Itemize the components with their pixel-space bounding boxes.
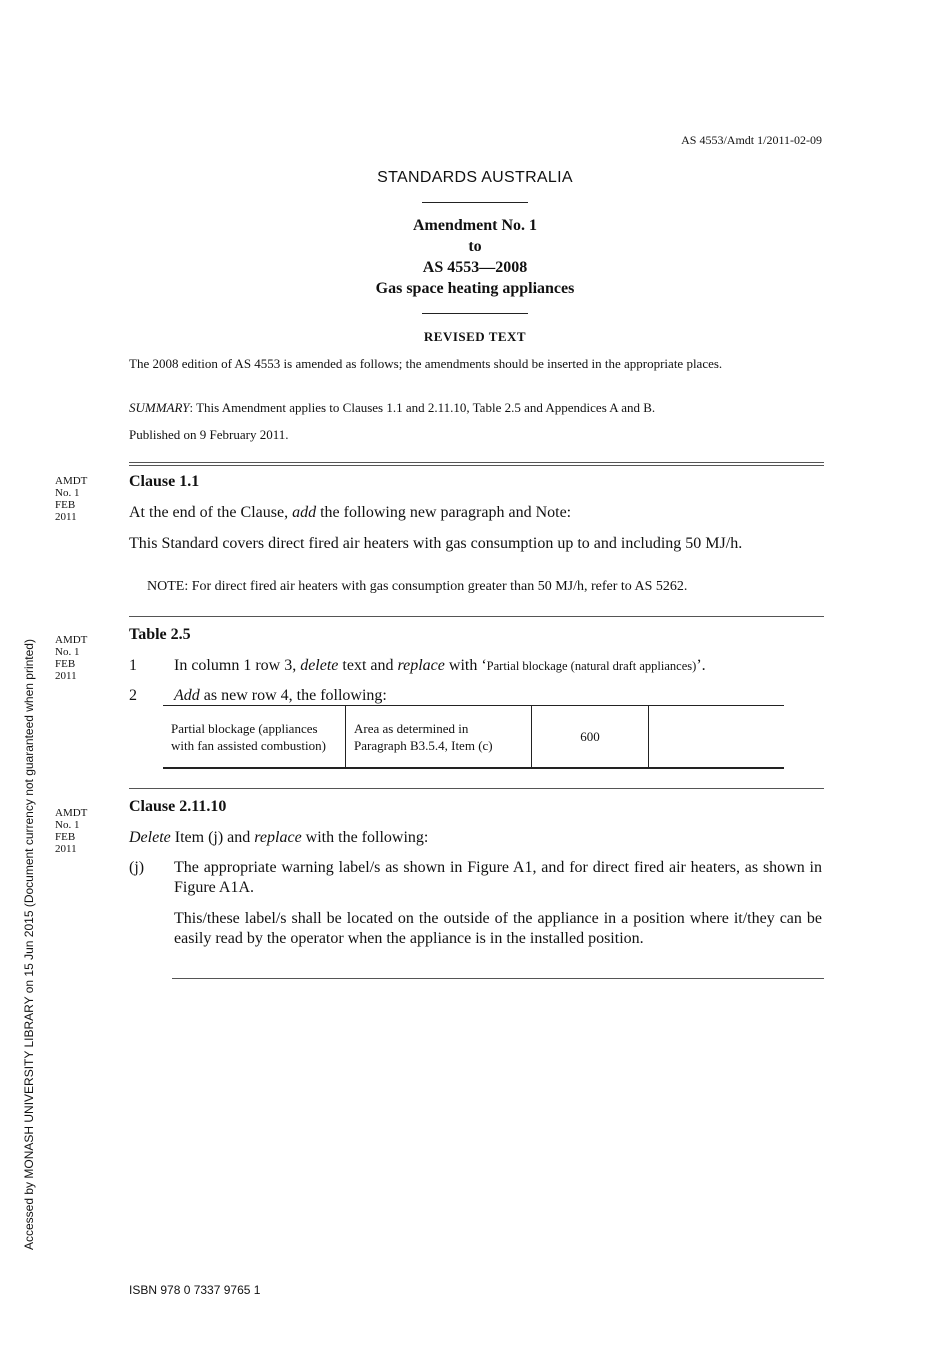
clause-1-1-instruction: [129, 503, 571, 523]
amdt-line: FEB: [55, 658, 76, 670]
published-date: Published on 9 February 2011.: [129, 427, 289, 442]
instruction-emphasis: Delete: [129, 829, 171, 846]
clause-1-1-note: NOTE: For direct fired air heaters with gas consumption greater than 50 MJ/h, refer to AS 5262.: [147, 579, 688, 594]
item-j-location-text: This/these label/s shall be located on the outside of the appliance in a position where it/they can be easily read by the operator when the appliance is in the installed position.: [174, 910, 822, 947]
title-to: to: [468, 238, 482, 255]
item-text: as new row 4, the following:: [199, 687, 387, 704]
clause-2-11-10-heading: Clause 2.11.10: [129, 798, 227, 815]
item-emphasis: delete: [300, 657, 339, 674]
new-table-row: [163, 705, 784, 769]
amdt-line: No. 1: [55, 646, 80, 658]
instruction-emphasis: replace: [254, 829, 302, 846]
summary-text: : This Amendment applies to Clauses 1.1 and 2.11.10, Table 2.5 and Appendices A and B.: [189, 400, 656, 415]
revised-text-label: REVISED TEXT: [423, 329, 527, 344]
item-emphasis: replace: [397, 657, 445, 674]
amdt-line: No. 1: [55, 819, 80, 831]
item-emphasis: Add: [174, 687, 200, 704]
instruction-text: Item (j) and: [170, 829, 255, 846]
double-rule-top: [129, 462, 824, 463]
amdt-line: 2011: [55, 843, 77, 855]
clause-1-1-paragraph: This Standard covers direct fired air heaters with gas consumption up to and including 50 MJ/h.: [129, 535, 743, 552]
instruction-emphasis: add: [292, 504, 317, 521]
summary: [129, 399, 822, 416]
amendment-title: Amendment No. 1: [413, 217, 537, 234]
standard-title: Gas space heating appliances: [375, 280, 575, 297]
amdt-line: No. 1: [55, 487, 80, 499]
amdt-line: 2011: [55, 511, 77, 523]
table-row: [163, 706, 784, 769]
divider: [422, 313, 528, 314]
amdt-line: AMDT: [55, 475, 88, 487]
organization-name: STANDARDS AUSTRALIA: [377, 169, 573, 186]
table-cell: 600: [532, 706, 649, 769]
table-item-1: [174, 656, 706, 676]
item-text: text and: [338, 657, 398, 674]
item-label: (j): [129, 859, 145, 876]
clause-1-1-heading: Clause 1.1: [129, 473, 200, 490]
access-watermark: Accessed by MONASH UNIVERSITY LIBRARY on 15 Jun 2015 (Document currency not guaranteed when printed): [22, 639, 36, 1250]
instruction-text: At the end of the Clause,: [129, 504, 293, 521]
table-cell: [649, 706, 785, 769]
item-j-text: The appropriate warning label/s as shown in Figure A1, and for direct fired air heaters, as shown in Figure A1A.: [174, 859, 822, 896]
isbn: ISBN 978 0 7337 9765 1: [129, 1283, 261, 1297]
item-number: 2: [129, 687, 137, 704]
section-rule: [129, 616, 824, 617]
document-reference: AS 4553/Amdt 1/2011-02-09: [681, 133, 822, 147]
summary-label: SUMMARY: [129, 400, 190, 415]
double-rule-bottom: [129, 465, 824, 466]
item-text: In column 1 row 3,: [174, 657, 301, 674]
clause-2-11-10-instruction: [129, 828, 428, 848]
amdt-line: FEB: [55, 499, 76, 511]
item-text: with ‘: [444, 657, 487, 674]
section-rule: [129, 788, 824, 789]
edition-note: The 2008 edition of AS 4553 is amended as follows; the amendments should be inserted in the appropriate places.: [129, 356, 723, 371]
amdt-line: AMDT: [55, 634, 88, 646]
item-text: ’.: [696, 657, 706, 674]
end-rule: [172, 978, 824, 979]
replacement-text: Partial blockage (natural draft appliances): [486, 659, 697, 673]
table-2-5-heading: Table 2.5: [129, 626, 191, 643]
table-cell: Partial blockage (appliances with fan assisted combustion): [163, 706, 346, 769]
amendment-marker: [55, 475, 105, 523]
amdt-line: 2011: [55, 670, 77, 682]
amdt-line: FEB: [55, 831, 76, 843]
amendment-marker: [55, 807, 105, 855]
instruction-text: with the following:: [301, 829, 429, 846]
amendment-marker: [55, 634, 105, 682]
table-item-2: [174, 686, 387, 706]
item-number: 1: [129, 657, 137, 674]
amdt-line: AMDT: [55, 807, 88, 819]
instruction-text: the following new paragraph and Note:: [316, 504, 572, 521]
standard-number: AS 4553—2008: [422, 259, 528, 276]
table-cell: Area as determined in Paragraph B3.5.4, Item (c): [346, 706, 532, 769]
divider: [422, 202, 528, 203]
